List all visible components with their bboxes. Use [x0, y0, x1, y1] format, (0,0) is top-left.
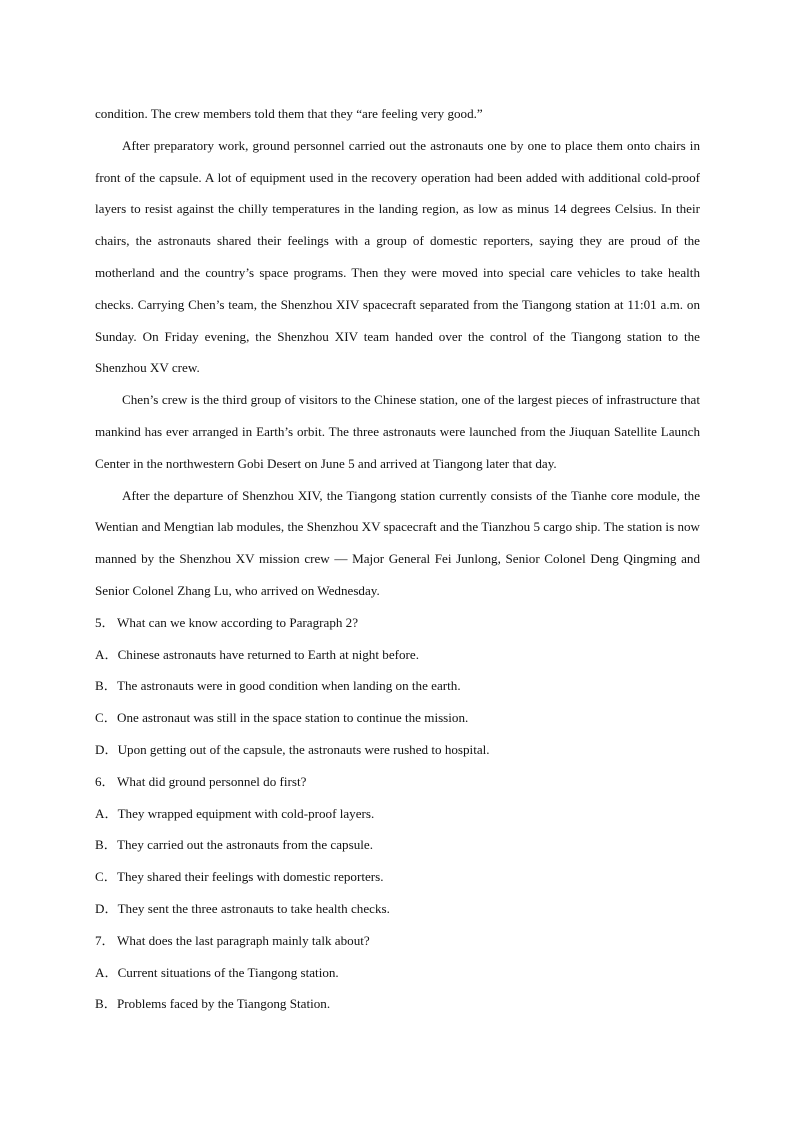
- option-letter: B．: [95, 996, 117, 1012]
- question-text: What did ground personnel do first?: [117, 773, 307, 789]
- option-letter: A．: [95, 805, 118, 821]
- question-number: 7．: [95, 932, 115, 948]
- question-6: [95, 766, 700, 925]
- answer-option-a[interactable]: [95, 957, 700, 989]
- option-text: They sent the three astronauts to take health checks.: [117, 900, 390, 916]
- option-text: Chinese astronauts have returned to Earth at night before.: [117, 646, 419, 662]
- question-number: 6．: [95, 773, 115, 789]
- answer-option-b[interactable]: [95, 829, 700, 861]
- option-letter: B．: [95, 837, 117, 853]
- question-7: [95, 925, 700, 1020]
- question-number: 5．: [95, 614, 115, 630]
- answer-option-d[interactable]: [95, 893, 700, 925]
- question-stem: [95, 925, 700, 957]
- passage-paragraph-crew: Chen’s crew is the third group of visitors to the Chinese station, one of the largest pieces of infrastructure that mankind has ever arranged in Earth’s orbit. The three astronauts were launched from the Jiuquan Satellite Launch Center in the northwestern Gobi Desert on June 5 and arrived at Tiangong later that day.: [95, 392, 700, 471]
- option-text: They wrapped equipment with cold-proof layers.: [117, 805, 375, 821]
- answer-option-a[interactable]: [95, 639, 700, 671]
- document-page: [95, 98, 700, 1020]
- option-letter: C．: [95, 710, 117, 726]
- option-text: Problems faced by the Tiangong Station.: [117, 996, 331, 1012]
- option-letter: B．: [95, 678, 117, 694]
- answer-option-b[interactable]: [95, 988, 700, 1020]
- answer-option-b[interactable]: [95, 670, 700, 702]
- option-letter: C．: [95, 869, 117, 885]
- option-letter: D．: [95, 741, 118, 757]
- question-text: What does the last paragraph mainly talk about?: [117, 932, 370, 948]
- question-text: What can we know according to Paragraph 2?: [117, 614, 359, 630]
- option-text: They carried out the astronauts from the capsule.: [117, 837, 373, 853]
- option-letter: A．: [95, 646, 118, 662]
- option-text: The astronauts were in good condition when landing on the earth.: [117, 678, 461, 694]
- option-text: They shared their feelings with domestic reporters.: [117, 869, 384, 885]
- question-stem: [95, 766, 700, 798]
- passage-paragraph-station: After the departure of Shenzhou XIV, the Tiangong station currently consists of the Tianhe core module, the Wentian and Mengtian lab modules, the Shenzhou XV spacecraft and the Tianzhou 5 cargo ship. The station is now manned by the Shenzhou XV mission crew — Major General Fei Junlong, Senior Colonel Deng Qingming and Senior Colonel Zhang Lu, who arrived on Wednesday.: [95, 487, 700, 598]
- question-stem: [95, 607, 700, 639]
- question-5: [95, 607, 700, 766]
- option-text: One astronaut was still in the space station to continue the mission.: [117, 710, 469, 726]
- option-text: Current situations of the Tiangong station.: [117, 964, 339, 980]
- answer-option-a[interactable]: [95, 798, 700, 830]
- answer-option-d[interactable]: [95, 734, 700, 766]
- passage-paragraph-recovery: After preparatory work, ground personnel carried out the astronauts one by one to place them onto chairs in front of the capsule. A lot of equipment used in the recovery operation had been added with additional cold-proof layers to resist against the chilly temperatures in the landing region, as low as minus 14 degrees Celsius. In their chairs, the astronauts shared their feelings with a group of domestic reporters, saying they are proud of the motherland and the country’s space programs. Then they were moved into special care vehicles to take health checks. Carrying Chen’s team, the Shenzhou XIV spacecraft separated from the Tiangong station at 11:01 a.m. on Sunday. On Friday evening, the Shenzhou XIV team handed over the control of the Tiangong station to the Shenzhou XV crew.: [95, 137, 700, 376]
- option-letter: A．: [95, 964, 118, 980]
- answer-option-c[interactable]: [95, 702, 700, 734]
- option-text: Upon getting out of the capsule, the astronauts were rushed to hospital.: [117, 741, 490, 757]
- answer-option-c[interactable]: [95, 861, 700, 893]
- option-letter: D．: [95, 900, 118, 916]
- passage-paragraph-continuation: condition. The crew members told them that they “are feeling very good.”: [95, 106, 483, 121]
